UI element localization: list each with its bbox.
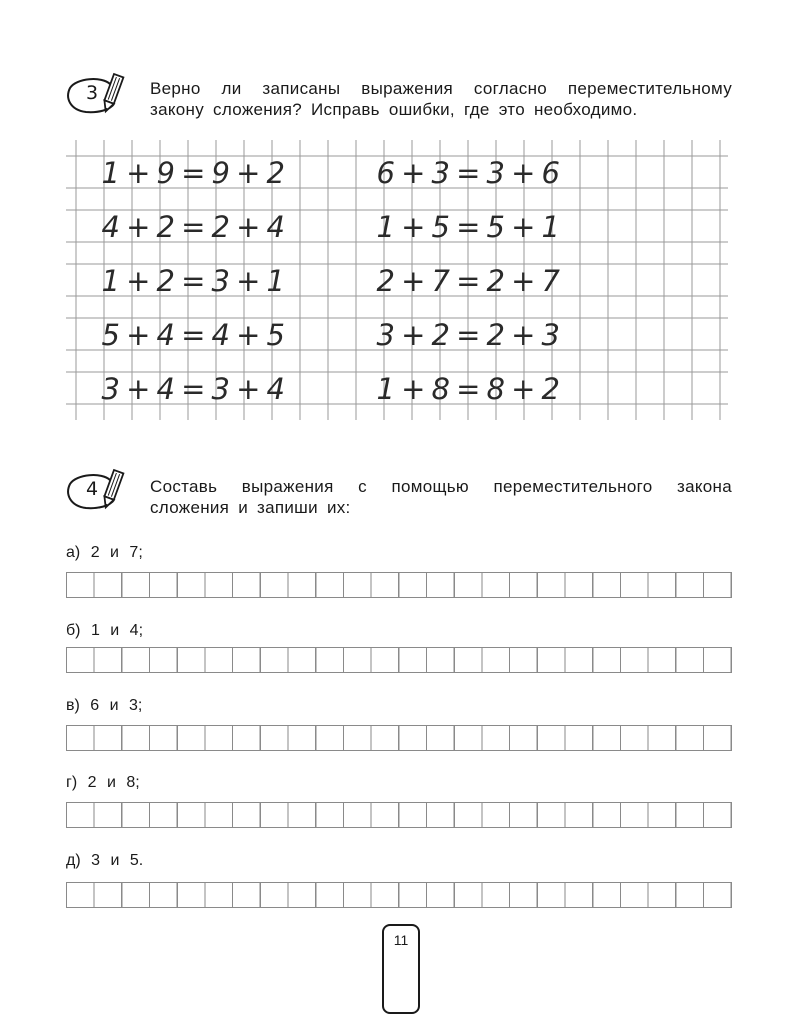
task-4-instruction: Составь выражения с помощью переместительного закона сложения и запиши их: — [150, 477, 732, 517]
task-3-instruction: Верно ли записаны выражения согласно переместительному закону сложения? Исправь ошибки, где это необходимо. — [150, 79, 732, 119]
answer-cells[interactable] — [66, 725, 732, 751]
expression: 1 + 8 = 8 + 2 — [376, 372, 560, 406]
expression: 5 + 4 = 4 + 5 — [101, 318, 285, 352]
expression: 2 + 7 = 2 + 7 — [376, 264, 560, 298]
item-label: а) 2 и 7; — [66, 544, 143, 561]
item-label: д) 3 и 5. — [66, 852, 144, 869]
answer-cells[interactable] — [66, 882, 732, 908]
page-number: 11 — [393, 932, 409, 948]
answer-cells[interactable] — [66, 802, 732, 828]
expression: 6 + 3 = 3 + 6 — [376, 156, 560, 190]
item-label: г) 2 и 8; — [66, 774, 140, 791]
expression: 4 + 2 = 2 + 4 — [101, 210, 285, 244]
answer-cells[interactable] — [66, 647, 732, 673]
task-number: 4 — [85, 478, 99, 500]
answer-cells[interactable] — [66, 572, 732, 598]
page-number-tab — [382, 924, 420, 1014]
item-label: б) 1 и 4; — [66, 622, 144, 639]
expression: 3 + 2 = 2 + 3 — [376, 318, 560, 352]
expression: 1 + 9 = 9 + 2 — [101, 156, 285, 190]
expression: 1 + 2 = 3 + 1 — [101, 264, 285, 298]
item-label: в) 6 и 3; — [66, 697, 143, 714]
task-4-badge — [66, 466, 136, 516]
expression: 1 + 5 = 5 + 1 — [376, 210, 560, 244]
expression: 3 + 4 = 3 + 4 — [101, 372, 285, 406]
task-3-badge — [66, 70, 136, 120]
task-number: 3 — [85, 82, 99, 104]
